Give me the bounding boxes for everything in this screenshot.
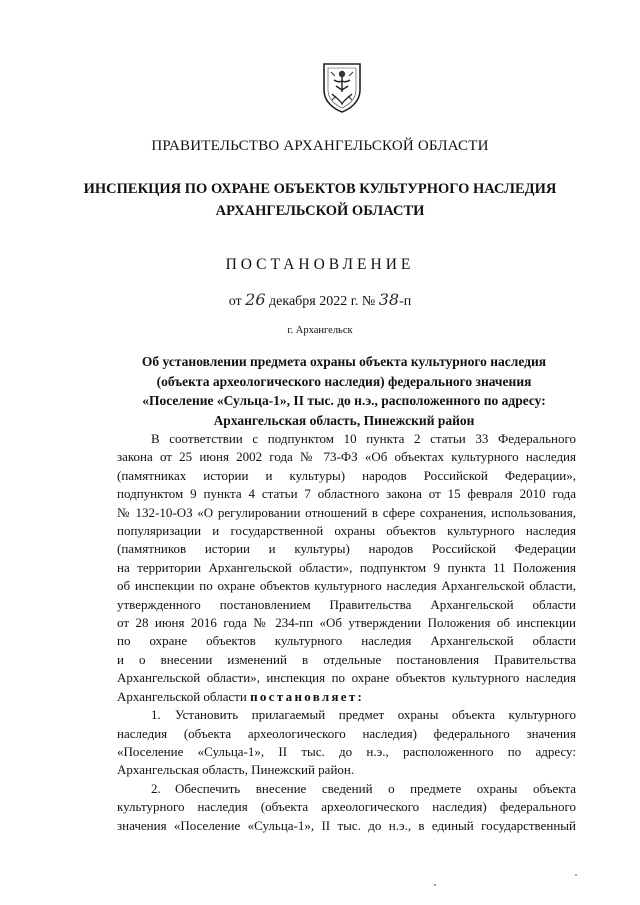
- body-line: [117, 688, 576, 706]
- subject-heading: [120, 352, 568, 430]
- date-prefix: от: [228, 294, 242, 309]
- body-line: подпунктом 9 пункта 4 статьи 7 областного закона от 15 февраля 2010 года: [117, 486, 576, 502]
- item-2-paragraph: [117, 780, 576, 835]
- body-line: культурного наследия (объекта археологического наследия) федерального: [117, 799, 576, 815]
- subject-line: Архангельская область, Пинежский район: [213, 412, 475, 428]
- body-line: «Поселение «Сульца-1», II тыс. до н.э., расположенного по адресу:: [117, 743, 576, 759]
- subject-line: «Поселение «Сульца-1», II тыс. до н.э., расположенного по адресу:: [142, 393, 546, 408]
- body-line: на территории Архангельской области», подпунктом 9 пункта 11 Положения: [117, 559, 576, 575]
- item-1-text: Установить прилагаемый предмет охраны объекта культурного: [175, 707, 576, 723]
- number-suffix: -п: [399, 294, 412, 309]
- body-line: значения «Поселение «Сульца-1», II тыс. до н.э., в единый государственный: [117, 817, 576, 833]
- item-1-number: 1.: [151, 707, 161, 723]
- city-label: г. Архангельск: [287, 325, 353, 336]
- body-line: В соответствии с подпунктом 10 пункта 2 статьи 33 Федерального: [151, 431, 576, 446]
- inspection-title: [0, 178, 640, 222]
- body-line: [117, 780, 576, 798]
- document-type-heading: ПОСТАНОВЛЕНИЕ: [225, 256, 415, 273]
- body-line: и о внесении изменений в отдельные постановления Правительства: [117, 651, 576, 667]
- handwritten-number: 38: [378, 290, 400, 309]
- inspection-title-line1: ИНСПЕКЦИЯ ПО ОХРАНЕ ОБЪЕКТОВ КУЛЬТУРНОГО НАСЛЕДИЯ: [83, 181, 557, 197]
- body-line: популяризации и государственной охраны объектов культурного наследия: [117, 523, 576, 539]
- decree-word: постановляет:: [250, 688, 365, 704]
- document-date-line: [0, 290, 640, 310]
- body-line: об инспекции по охране объектов культурного наследия Архангельской области,: [117, 578, 576, 594]
- body-line: от 28 июня 2016 года № 234-пп «Об утверждении Положения об инспекции: [117, 615, 576, 631]
- body-line: Архангельская область, Пинежский район.: [117, 762, 355, 778]
- body-line: закона от 25 июня 2002 года № 73-ФЗ «Об объектах культурного наследия: [117, 449, 576, 465]
- body-line: [117, 706, 576, 724]
- government-title: ПРАВИТЕЛЬСТВО АРХАНГЕЛЬСКОЙ ОБЛАСТИ: [151, 138, 489, 154]
- inspection-title-line2: АРХАНГЕЛЬСКОЙ ОБЛАСТИ: [215, 203, 425, 219]
- body-line: № 132-10-ОЗ «О регулировании отношений в сфере сохранения, использования,: [117, 504, 576, 520]
- document-body: [117, 430, 576, 835]
- body-line: утвержденного постановлением Правительства Архангельской области: [117, 596, 576, 612]
- subject-line: (объекта археологического наследия) федерального значения: [156, 373, 532, 389]
- date-rest: декабря 2022 г. №: [269, 294, 376, 309]
- body-line: (памятниках истории и культуры) народов Российской Федерации»,: [117, 467, 576, 483]
- scan-speck: [575, 874, 577, 876]
- item-2-text: Обеспечить внесение сведений о предмете охраны объекта: [175, 780, 576, 796]
- body-line: Архангельской области», инспекция по охране объектов культурного наследия: [117, 670, 576, 686]
- coat-of-arms-emblem: [320, 60, 364, 114]
- body-line: наследия (объекта археологического наследия) федерального значения: [117, 725, 576, 741]
- item-2-number: 2.: [151, 780, 161, 796]
- decree-prefix: Архангельской области: [117, 688, 247, 704]
- item-1-paragraph: [117, 706, 576, 780]
- subject-line: Об установлении предмета охраны объекта культурного наследия: [141, 354, 547, 369]
- body-line: по охране объектов культурного наследия Архангельской области: [117, 633, 576, 649]
- scan-speck: [434, 884, 436, 886]
- preamble-paragraph: [117, 430, 576, 706]
- handwritten-day: 26: [245, 290, 266, 309]
- body-line: (памятников истории и культуры) народов Российской Федерации: [117, 541, 576, 557]
